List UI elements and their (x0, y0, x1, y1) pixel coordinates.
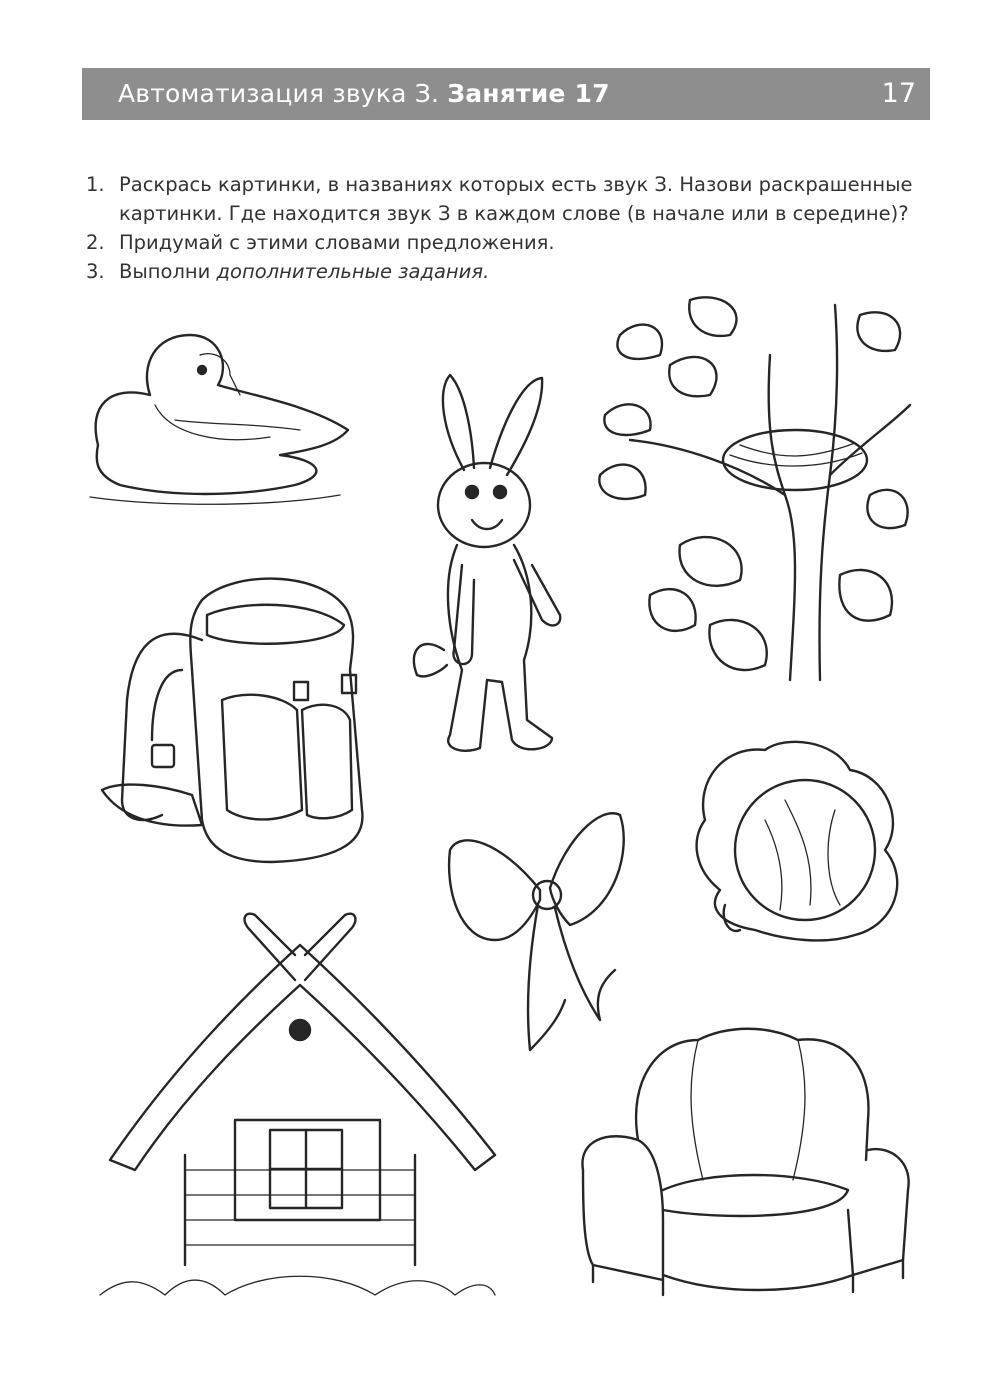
task-item (86, 257, 946, 286)
task-text: Придумай с этими словами предложения. (119, 231, 555, 254)
rabbit-icon (402, 370, 570, 775)
duck-icon (80, 325, 355, 510)
page-title (118, 68, 610, 120)
page-header (82, 68, 930, 120)
armchair-icon (568, 1020, 918, 1300)
task-text-italic: дополнительные задания. (216, 260, 490, 283)
title-bold: Занятие 17 (447, 79, 610, 108)
task-item (86, 228, 946, 257)
task-item (86, 170, 946, 228)
task-text: Раскрась картинки, в названиях которых есть звук З. Назови раскрашенные картинки. Где находится звук З в каждом слове (в начале или в середине)? (119, 173, 913, 225)
task-number: 1. (86, 173, 105, 196)
tree-nest-icon (590, 295, 920, 685)
task-text: Выполни (119, 260, 217, 283)
task-number: 2. (86, 231, 105, 254)
backpack-icon (82, 570, 377, 870)
task-number: 3. (86, 260, 105, 283)
task-list (86, 170, 946, 286)
hut-icon (95, 905, 500, 1300)
cabbage-icon (685, 740, 915, 945)
title-regular: Автоматизация звука З. (118, 79, 448, 108)
page-number: 17 (881, 78, 916, 109)
